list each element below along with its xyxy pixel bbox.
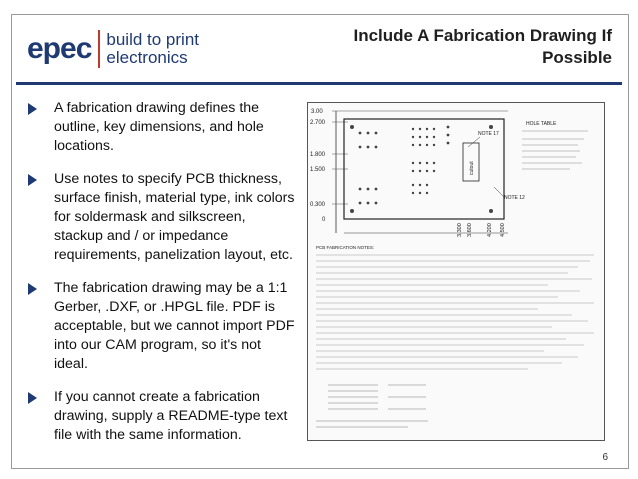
cutout-label: cutout [469, 161, 475, 175]
title-line-2: Possible [542, 48, 612, 67]
dim-4.200: 4.200 [487, 223, 493, 237]
bullet-text: Use notes to specify PCB thickness, surface finish, material type, ink colors for soldermask and silkscreen, stackup and / or impedance requirements, panelization layout, etc. [54, 171, 295, 263]
triangle-bullet-icon [28, 392, 37, 404]
bullet-item [28, 279, 298, 374]
triangle-bullet-icon [28, 103, 37, 115]
bullet-text: The fabrication drawing may be a 1:1 Gerber, .DXF, or .HPGL file. PDF is acceptable, but we cannot import PDF into our CAM program, so it's not ideal. [54, 280, 295, 372]
logo-word: epec [27, 32, 92, 65]
dim-3.00: 3.00 [311, 109, 323, 115]
logo-tagline [106, 31, 199, 67]
dim-4.500: 4.500 [500, 223, 506, 237]
dim-0: 0 [322, 217, 326, 223]
slide-title [272, 25, 612, 69]
bullet-text: If you cannot create a fabrication drawing, supply a README-type text file with the same information. [54, 389, 288, 443]
dim-2.700: 2.700 [310, 120, 326, 126]
bullet-item [28, 388, 298, 445]
title-rule [16, 82, 622, 85]
logo-divider [98, 30, 100, 68]
epec-logo [27, 24, 199, 74]
bullet-text: A fabrication drawing defines the outline, key dimensions, and hole locations. [54, 100, 264, 154]
hole-table-title: HOLE TABLE [526, 121, 557, 127]
fab-notes-title: PCB FABRICATION NOTES: [316, 245, 375, 250]
dim-3.600: 3.600 [467, 223, 473, 237]
title-line-1: Include A Fabrication Drawing If [353, 26, 612, 45]
dim-0.300: 0.300 [310, 202, 326, 208]
page-number: 6 [602, 452, 608, 463]
triangle-bullet-icon [28, 174, 37, 186]
logo-tagline-1: build to print [106, 30, 200, 50]
logo-tagline-2: electronics [106, 48, 188, 67]
triangle-bullet-icon [28, 283, 37, 295]
note-17-label: NOTE 17 [478, 131, 499, 137]
note-12-label: NOTE 12 [504, 195, 525, 201]
dim-3.300: 3.300 [457, 223, 463, 237]
bullet-item [28, 99, 298, 156]
bullet-item [28, 170, 298, 265]
dim-1.800: 1.800 [310, 152, 326, 158]
fabrication-drawing-image [307, 102, 605, 441]
bullet-list [28, 99, 298, 459]
dim-1.500: 1.500 [310, 167, 326, 173]
